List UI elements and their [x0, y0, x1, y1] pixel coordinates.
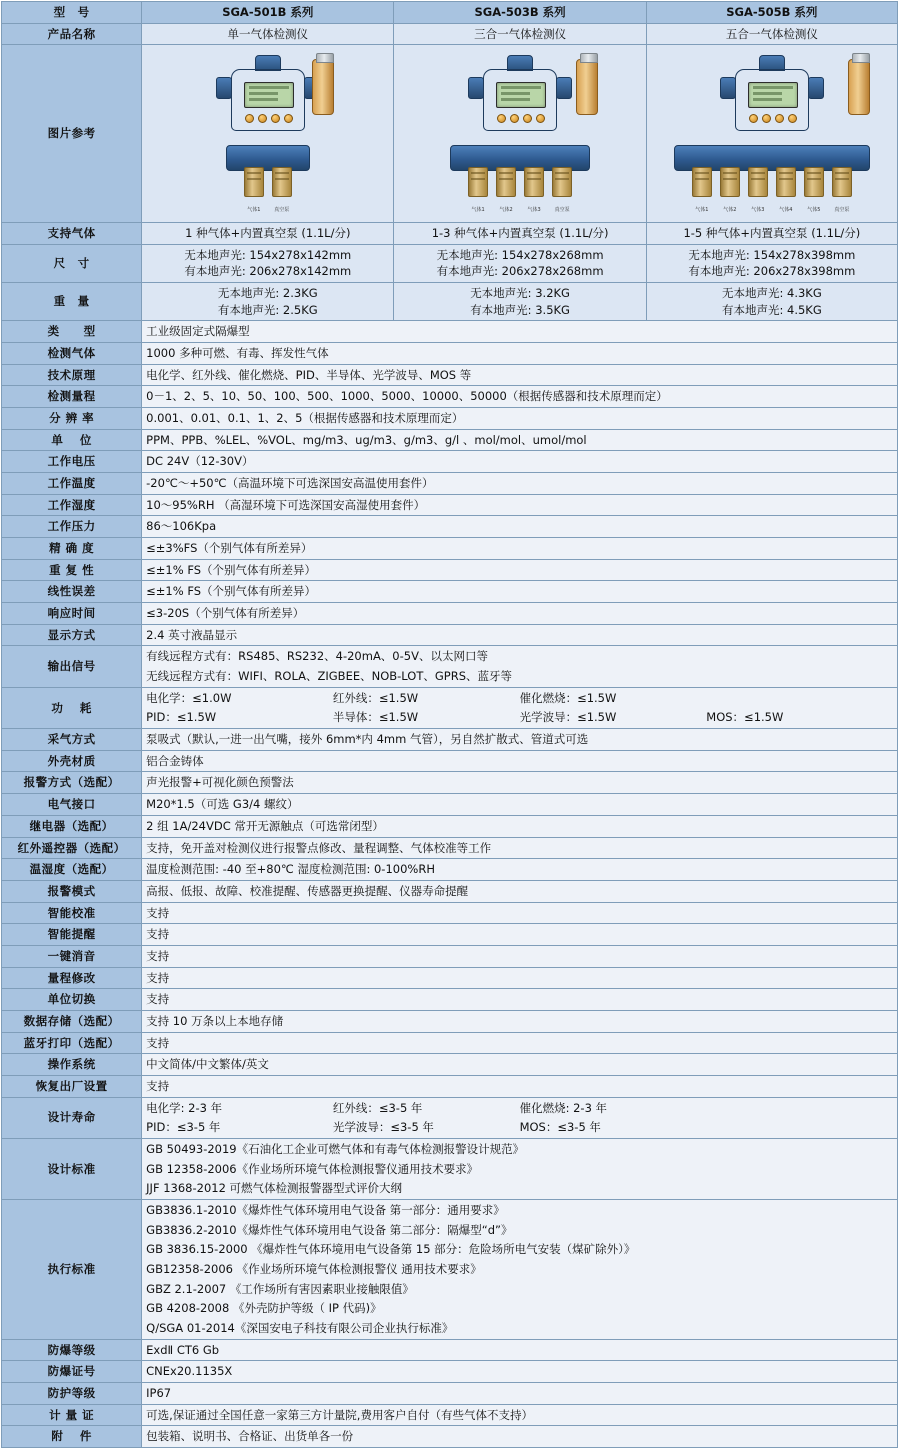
lifetime-item: 电化学: 2-3 年 — [146, 1100, 223, 1115]
standard-line: GB 12358-2006《作业场所环境气体检测报警仪通用技术要求》 — [146, 1161, 479, 1176]
weight-no-alarm: 无本地声光: 3.2KG — [470, 286, 570, 301]
ip-level-value: IP67 — [142, 1382, 898, 1404]
model-header-2: SGA-503B 系列 — [394, 2, 646, 24]
standard-line: Q/SGA 01-2014《深国安电子科技有限公司企业执行标准》 — [146, 1320, 454, 1335]
power-item: 催化燃烧：≤1.5W — [519, 690, 617, 705]
row-label-alarm-mode: 报警模式 — [2, 880, 142, 902]
weight-with-alarm: 有本地声光: 2.5KG — [217, 302, 318, 317]
operating-system-value: 中文简体/中文繁体/英文 — [142, 1054, 898, 1076]
sensor-label: 气体2 — [499, 206, 513, 213]
lifetime-item: MOS：≤3-5 年 — [519, 1120, 601, 1135]
row-label-smart-calibration: 智能校准 — [2, 902, 142, 924]
detector-head — [231, 69, 305, 131]
size-2 — [394, 244, 646, 282]
table-row-smart-calibration — [2, 902, 898, 924]
standard-line: GB12358-2006 《作业场所环境气体检测报警仪 通用技术要求》 — [146, 1261, 482, 1276]
table-row-weight — [2, 283, 898, 321]
button-row — [497, 114, 545, 123]
table-row-support-gas — [2, 223, 898, 245]
size-1 — [142, 244, 394, 282]
power-item: 半导体：≤1.5W — [332, 710, 419, 725]
table-row-accessories — [2, 1426, 898, 1448]
lcd-screen — [496, 82, 546, 108]
table-row-response-time — [2, 603, 898, 625]
lifetime-item: PID：≤3-5 年 — [146, 1120, 221, 1135]
sensor-label: 气体3 — [527, 206, 541, 213]
row-label-model: 型 号 — [2, 2, 142, 24]
row-label-range: 检测量程 — [2, 386, 142, 408]
row-label-image-reference: 图片参考 — [2, 45, 142, 223]
design-lifetime-value — [142, 1097, 898, 1138]
row-label-data-storage: 数据存储（选配） — [2, 1010, 142, 1032]
table-row-model — [2, 2, 898, 24]
table-row-factory-reset — [2, 1075, 898, 1097]
design-standard-value — [142, 1138, 898, 1199]
weight-with-alarm: 有本地声光: 3.5KG — [470, 302, 570, 317]
row-label-principle: 技术原理 — [2, 364, 142, 386]
principle-value: 电化学、红外线、催化燃烧、PID、半导体、光学波导、MOS 等 — [142, 364, 898, 386]
smart-calibration-value: 支持 — [142, 902, 898, 924]
power-item: 电化学：≤1.0W — [146, 690, 232, 705]
row-label-electric-interface: 电气接口 — [2, 794, 142, 816]
sensor-label: 气体4 — [779, 206, 793, 213]
table-row-ex-level — [2, 1339, 898, 1361]
weight-no-alarm: 无本地声光: 2.3KG — [217, 286, 318, 301]
table-row-work-humid — [2, 494, 898, 516]
table-row-exec-standard — [2, 1199, 898, 1339]
range-value: 0－1、2、5、10、50、100、500、1000、5000、10000、50000（根据传感器和技术原理而定） — [142, 386, 898, 408]
cap-right-icon — [556, 77, 572, 99]
row-label-product-name: 产品名称 — [2, 23, 142, 45]
lifetime-item — [706, 1100, 893, 1117]
row-label-detect-gas: 检测气体 — [2, 343, 142, 365]
row-label-one-key-mute: 一键消音 — [2, 945, 142, 967]
row-label-shell: 外壳材质 — [2, 750, 142, 772]
row-label-output-signal: 输出信号 — [2, 646, 142, 687]
row-label-relay: 继电器（选配） — [2, 815, 142, 837]
row-label-support-gas: 支持气体 — [2, 223, 142, 245]
table-row-work-press — [2, 516, 898, 538]
resolution-value: 0.001、0.01、0.1、1、2、5（根据传感器和技术原理而定） — [142, 408, 898, 430]
ir-remote-value: 支持，免开盖对检测仪进行报警点修改、量程调整、气体校准等工作 — [142, 837, 898, 859]
row-label-work-temp: 工作温度 — [2, 473, 142, 495]
table-row-sampling — [2, 729, 898, 751]
table-row-electric-interface — [2, 794, 898, 816]
linearity-value: ≤±1% FS（个别气体有所差异） — [142, 581, 898, 603]
table-row-temp-humid-option — [2, 859, 898, 881]
table-row-range-modify — [2, 967, 898, 989]
relay-value: 2 组 1A/24VDC 常开无源触点（可选常闭型） — [142, 815, 898, 837]
sensor-probe — [496, 167, 516, 197]
row-label-work-press: 工作压力 — [2, 516, 142, 538]
output-wired: 有线远程方式有：RS485、RS232、4-20mA、0-5V、以太网口等 — [146, 649, 488, 664]
row-label-ir-remote: 红外遥控器（选配） — [2, 837, 142, 859]
row-label-alarm-mode-option: 报警方式（选配） — [2, 772, 142, 794]
work-temp-value: -20℃～+50℃（高温环境下可选深国安高温使用套件） — [142, 473, 898, 495]
sensor-probe — [804, 167, 824, 197]
factory-reset-value: 支持 — [142, 1075, 898, 1097]
cap-left-icon — [720, 77, 736, 99]
lifetime-item: 红外线：≤3-5 年 — [332, 1100, 423, 1115]
table-row-shell — [2, 750, 898, 772]
standard-line: GBZ 2.1-2007 《工作场所有害因素职业接触限值》 — [146, 1281, 414, 1296]
row-label-exec-standard: 执行标准 — [2, 1199, 142, 1339]
table-row-ex-cert — [2, 1361, 898, 1383]
detector-head — [483, 69, 557, 131]
weight-3 — [646, 283, 897, 321]
row-label-voltage: 工作电压 — [2, 451, 142, 473]
table-row-relay — [2, 815, 898, 837]
product-image-1 — [142, 45, 394, 223]
table-row-size — [2, 244, 898, 282]
side-canister-icon — [848, 59, 870, 115]
standard-line: GB3836.1-2010《爆炸性气体环境用电气设备 第一部分：通用要求》 — [146, 1202, 505, 1217]
size-no-alarm: 无本地声光: 154x278x142mm — [184, 247, 352, 262]
accuracy-value: ≤±3%FS（个别气体有所差异） — [142, 538, 898, 560]
row-label-ex-level: 防爆等级 — [2, 1339, 142, 1361]
sensor-probe — [832, 167, 852, 197]
table-row-resolution — [2, 408, 898, 430]
power-item: PID：≤1.5W — [146, 710, 217, 725]
sensor-label: 气体1 — [471, 206, 485, 213]
row-label-temp-humid-option: 温湿度（选配） — [2, 859, 142, 881]
row-label-accessories: 附 件 — [2, 1426, 142, 1448]
table-row-power-consumption — [2, 687, 898, 728]
size-no-alarm: 无本地声光: 154x278x398mm — [688, 247, 856, 262]
size-with-alarm: 有本地声光: 206x278x142mm — [184, 264, 352, 279]
detector-head — [735, 69, 809, 131]
sensor-label: 真空泵 — [274, 206, 290, 213]
temp-humid-option-value: 温度检测范围: -40 至+80℃ 湿度检测范围: 0-100%RH — [142, 859, 898, 881]
support-gas-2: 1-3 种气体+内置真空泵 (1.1L/分) — [394, 223, 646, 245]
category-value: 工业级固定式隔爆型 — [142, 321, 898, 343]
weight-1 — [142, 283, 394, 321]
ex-level-value: ExdⅡ CT6 Gb — [142, 1339, 898, 1361]
row-label-work-humid: 工作湿度 — [2, 494, 142, 516]
power-item: MOS：≤1.5W — [706, 710, 784, 725]
output-wireless: 无线远程方式有：WIFI、ROLA、ZIGBEE、NOB-LOT、GPRS、蓝牙等 — [146, 669, 513, 684]
sensor-probe — [272, 167, 292, 197]
table-row-design-lifetime — [2, 1097, 898, 1138]
sensor-label: 真空泵 — [834, 206, 850, 213]
data-storage-value: 支持 10 万条以上本地存储 — [142, 1010, 898, 1032]
output-signal-value — [142, 646, 898, 687]
row-label-linearity: 线性误差 — [2, 581, 142, 603]
table-row-repeatability — [2, 559, 898, 581]
sensor-labels — [692, 208, 852, 214]
row-label-design-standard: 设计标准 — [2, 1138, 142, 1199]
row-label-response-time: 响应时间 — [2, 603, 142, 625]
unit-switch-value: 支持 — [142, 989, 898, 1011]
electric-interface-value: M20*1.5（可选 G3/4 螺纹） — [142, 794, 898, 816]
side-canister-icon — [312, 59, 334, 115]
size-no-alarm: 无本地声光: 154x278x268mm — [436, 247, 604, 262]
alarm-mode-value: 高报、低报、故障、校准提醒、传感器更换提醒、仪器寿命提醒 — [142, 880, 898, 902]
sensor-label: 气体1 — [695, 206, 709, 213]
table-row-ir-remote — [2, 837, 898, 859]
button-row — [749, 114, 797, 123]
support-gas-1: 1 种气体+内置真空泵 (1.1L/分) — [142, 223, 394, 245]
sensor-label: 气体1 — [247, 206, 261, 213]
row-label-size: 尺 寸 — [2, 244, 142, 282]
sensor-label: 气体3 — [751, 206, 765, 213]
lifetime-item: 光学波导：≤3-5 年 — [332, 1120, 434, 1135]
sensor-probe — [748, 167, 768, 197]
power-item: 光学波导：≤1.5W — [519, 710, 617, 725]
response-time-value: ≤3-20S（个别气体有所差异） — [142, 603, 898, 625]
row-label-design-lifetime: 设计寿命 — [2, 1097, 142, 1138]
button-row — [245, 114, 293, 123]
cap-right-icon — [808, 77, 824, 99]
sensor-label: 真空泵 — [554, 206, 570, 213]
detect-gas-value: 1000 多种可燃、有毒、挥发性气体 — [142, 343, 898, 365]
table-row-category — [2, 321, 898, 343]
side-canister-icon — [576, 59, 598, 115]
sensor-labels — [468, 208, 572, 214]
sensor-labels — [244, 208, 292, 214]
row-label-resolution: 分 辨 率 — [2, 408, 142, 430]
row-label-unit-switch: 单位切换 — [2, 989, 142, 1011]
model-header-1: SGA-501B 系列 — [142, 2, 394, 24]
cap-left-icon — [216, 77, 232, 99]
standard-line: GB 4208-2008 《外壳防护等级（ IP 代码)》 — [146, 1301, 382, 1316]
power-item — [706, 690, 893, 707]
row-label-unit: 单 位 — [2, 429, 142, 451]
work-press-value: 86～106Kpa — [142, 516, 898, 538]
sensor-probe — [524, 167, 544, 197]
table-row-alarm-mode-option — [2, 772, 898, 794]
lifetime-item: 催化燃烧: 2-3 年 — [519, 1100, 608, 1115]
product-name-3: 五合一气体检测仪 — [646, 23, 897, 45]
product-name-1: 单一气体检测仪 — [142, 23, 394, 45]
product-name-2: 三合一气体检测仪 — [394, 23, 646, 45]
size-with-alarm: 有本地声光: 206x278x398mm — [688, 264, 856, 279]
exec-standard-value — [142, 1199, 898, 1339]
sensor-group — [244, 167, 292, 197]
row-label-ex-cert: 防爆证号 — [2, 1361, 142, 1383]
row-label-range-modify: 量程修改 — [2, 967, 142, 989]
row-label-accuracy: 精 确 度 — [2, 538, 142, 560]
bluetooth-print-value: 支持 — [142, 1032, 898, 1054]
table-row-data-storage — [2, 1010, 898, 1032]
row-label-bluetooth-print: 蓝牙打印（选配） — [2, 1032, 142, 1054]
row-label-category: 类 型 — [2, 321, 142, 343]
row-label-display: 显示方式 — [2, 624, 142, 646]
standard-line: GB 50493-2019《石油化工企业可燃气体和有毒气体检测报警设计规范》 — [146, 1141, 525, 1156]
row-label-weight: 重 量 — [2, 283, 142, 321]
table-row-alarm-mode — [2, 880, 898, 902]
table-row-one-key-mute — [2, 945, 898, 967]
table-row-range — [2, 386, 898, 408]
cap-left-icon — [468, 77, 484, 99]
sensor-probe — [692, 167, 712, 197]
sampling-value: 泵吸式（默认,一进一出气嘴，接外 6mm*内 4mm 气管），另自然扩散式、管道式可选 — [142, 729, 898, 751]
standard-line: GB3836.2-2010《爆炸性气体环境用电气设备 第二部分：隔爆型“d”》 — [146, 1222, 513, 1237]
standard-line: GB 3836.15-2000 《爆炸性气体环境用电气设备第 15 部分：危险场所电气安装（煤矿除外）》 — [146, 1242, 636, 1257]
table-row-unit-switch — [2, 989, 898, 1011]
metering-cert-value: 可选,保证通过全国任意一家第三方计量院,费用客户自付（有些气体不支持） — [142, 1404, 898, 1426]
size-3 — [646, 244, 897, 282]
shell-value: 铝合金铸体 — [142, 750, 898, 772]
table-row-product-name — [2, 23, 898, 45]
table-row-smart-reminder — [2, 924, 898, 946]
sensor-probe — [468, 167, 488, 197]
power-item: 红外线：≤1.5W — [332, 690, 419, 705]
row-label-metering-cert: 计 量 证 — [2, 1404, 142, 1426]
table-row-metering-cert — [2, 1404, 898, 1426]
unit-value: PPM、PPB、%LEL、%VOL、mg/m3、ug/m3、g/m3、g/l 、mol/mol、umol/mol — [142, 429, 898, 451]
sensor-probe — [244, 167, 264, 197]
sensor-group — [692, 167, 852, 197]
range-modify-value: 支持 — [142, 967, 898, 989]
product-image-3 — [646, 45, 897, 223]
row-label-ip-level: 防护等级 — [2, 1382, 142, 1404]
sensor-probe — [776, 167, 796, 197]
lifetime-item — [706, 1119, 893, 1136]
accessories-value: 包装箱、说明书、合格证、出货单各一份 — [142, 1426, 898, 1448]
sensor-probe — [552, 167, 572, 197]
table-row-accuracy — [2, 538, 898, 560]
product-image-2 — [394, 45, 646, 223]
standard-line: JJF 1368-2012 可燃气体检测报警器型式评价大纲 — [146, 1181, 403, 1196]
table-row-unit — [2, 429, 898, 451]
table-row-bluetooth-print — [2, 1032, 898, 1054]
voltage-value: DC 24V（12-30V） — [142, 451, 898, 473]
one-key-mute-value: 支持 — [142, 945, 898, 967]
weight-no-alarm: 无本地声光: 4.3KG — [721, 286, 822, 301]
alarm-mode-option-value: 声光报警+可视化颜色预警法 — [142, 772, 898, 794]
table-row-detect-gas — [2, 343, 898, 365]
table-row-operating-system — [2, 1054, 898, 1076]
table-row-work-temp — [2, 473, 898, 495]
table-row-voltage — [2, 451, 898, 473]
lcd-screen — [244, 82, 294, 108]
table-row-display — [2, 624, 898, 646]
work-humid-value: 10～95%RH （高湿环境下可选深国安高湿使用套件） — [142, 494, 898, 516]
table-row-principle — [2, 364, 898, 386]
size-with-alarm: 有本地声光: 206x278x268mm — [436, 264, 604, 279]
model-header-3: SGA-505B 系列 — [646, 2, 897, 24]
weight-2 — [394, 283, 646, 321]
specification-table — [1, 1, 898, 1448]
smart-reminder-value: 支持 — [142, 924, 898, 946]
sensor-label: 气体2 — [723, 206, 737, 213]
row-label-operating-system: 操作系统 — [2, 1054, 142, 1076]
row-label-factory-reset: 恢复出厂设置 — [2, 1075, 142, 1097]
row-label-power-consumption: 功 耗 — [2, 687, 142, 728]
display-value: 2.4 英寸液晶显示 — [142, 624, 898, 646]
power-consumption-value — [142, 687, 898, 728]
lcd-screen — [748, 82, 798, 108]
table-row-design-standard — [2, 1138, 898, 1199]
repeatability-value: ≤±1% FS（个别气体有所差异） — [142, 559, 898, 581]
table-row-ip-level — [2, 1382, 898, 1404]
row-label-repeatability: 重 复 性 — [2, 559, 142, 581]
table-row-image-reference — [2, 45, 898, 223]
table-row-output-signal — [2, 646, 898, 687]
row-label-smart-reminder: 智能提醒 — [2, 924, 142, 946]
sensor-group — [468, 167, 572, 197]
sensor-probe — [720, 167, 740, 197]
sensor-label: 气体5 — [807, 206, 821, 213]
table-row-linearity — [2, 581, 898, 603]
support-gas-3: 1-5 种气体+内置真空泵 (1.1L/分) — [646, 223, 897, 245]
ex-cert-value: CNEx20.1135X — [142, 1361, 898, 1383]
row-label-sampling: 采气方式 — [2, 729, 142, 751]
weight-with-alarm: 有本地声光: 4.5KG — [721, 302, 822, 317]
